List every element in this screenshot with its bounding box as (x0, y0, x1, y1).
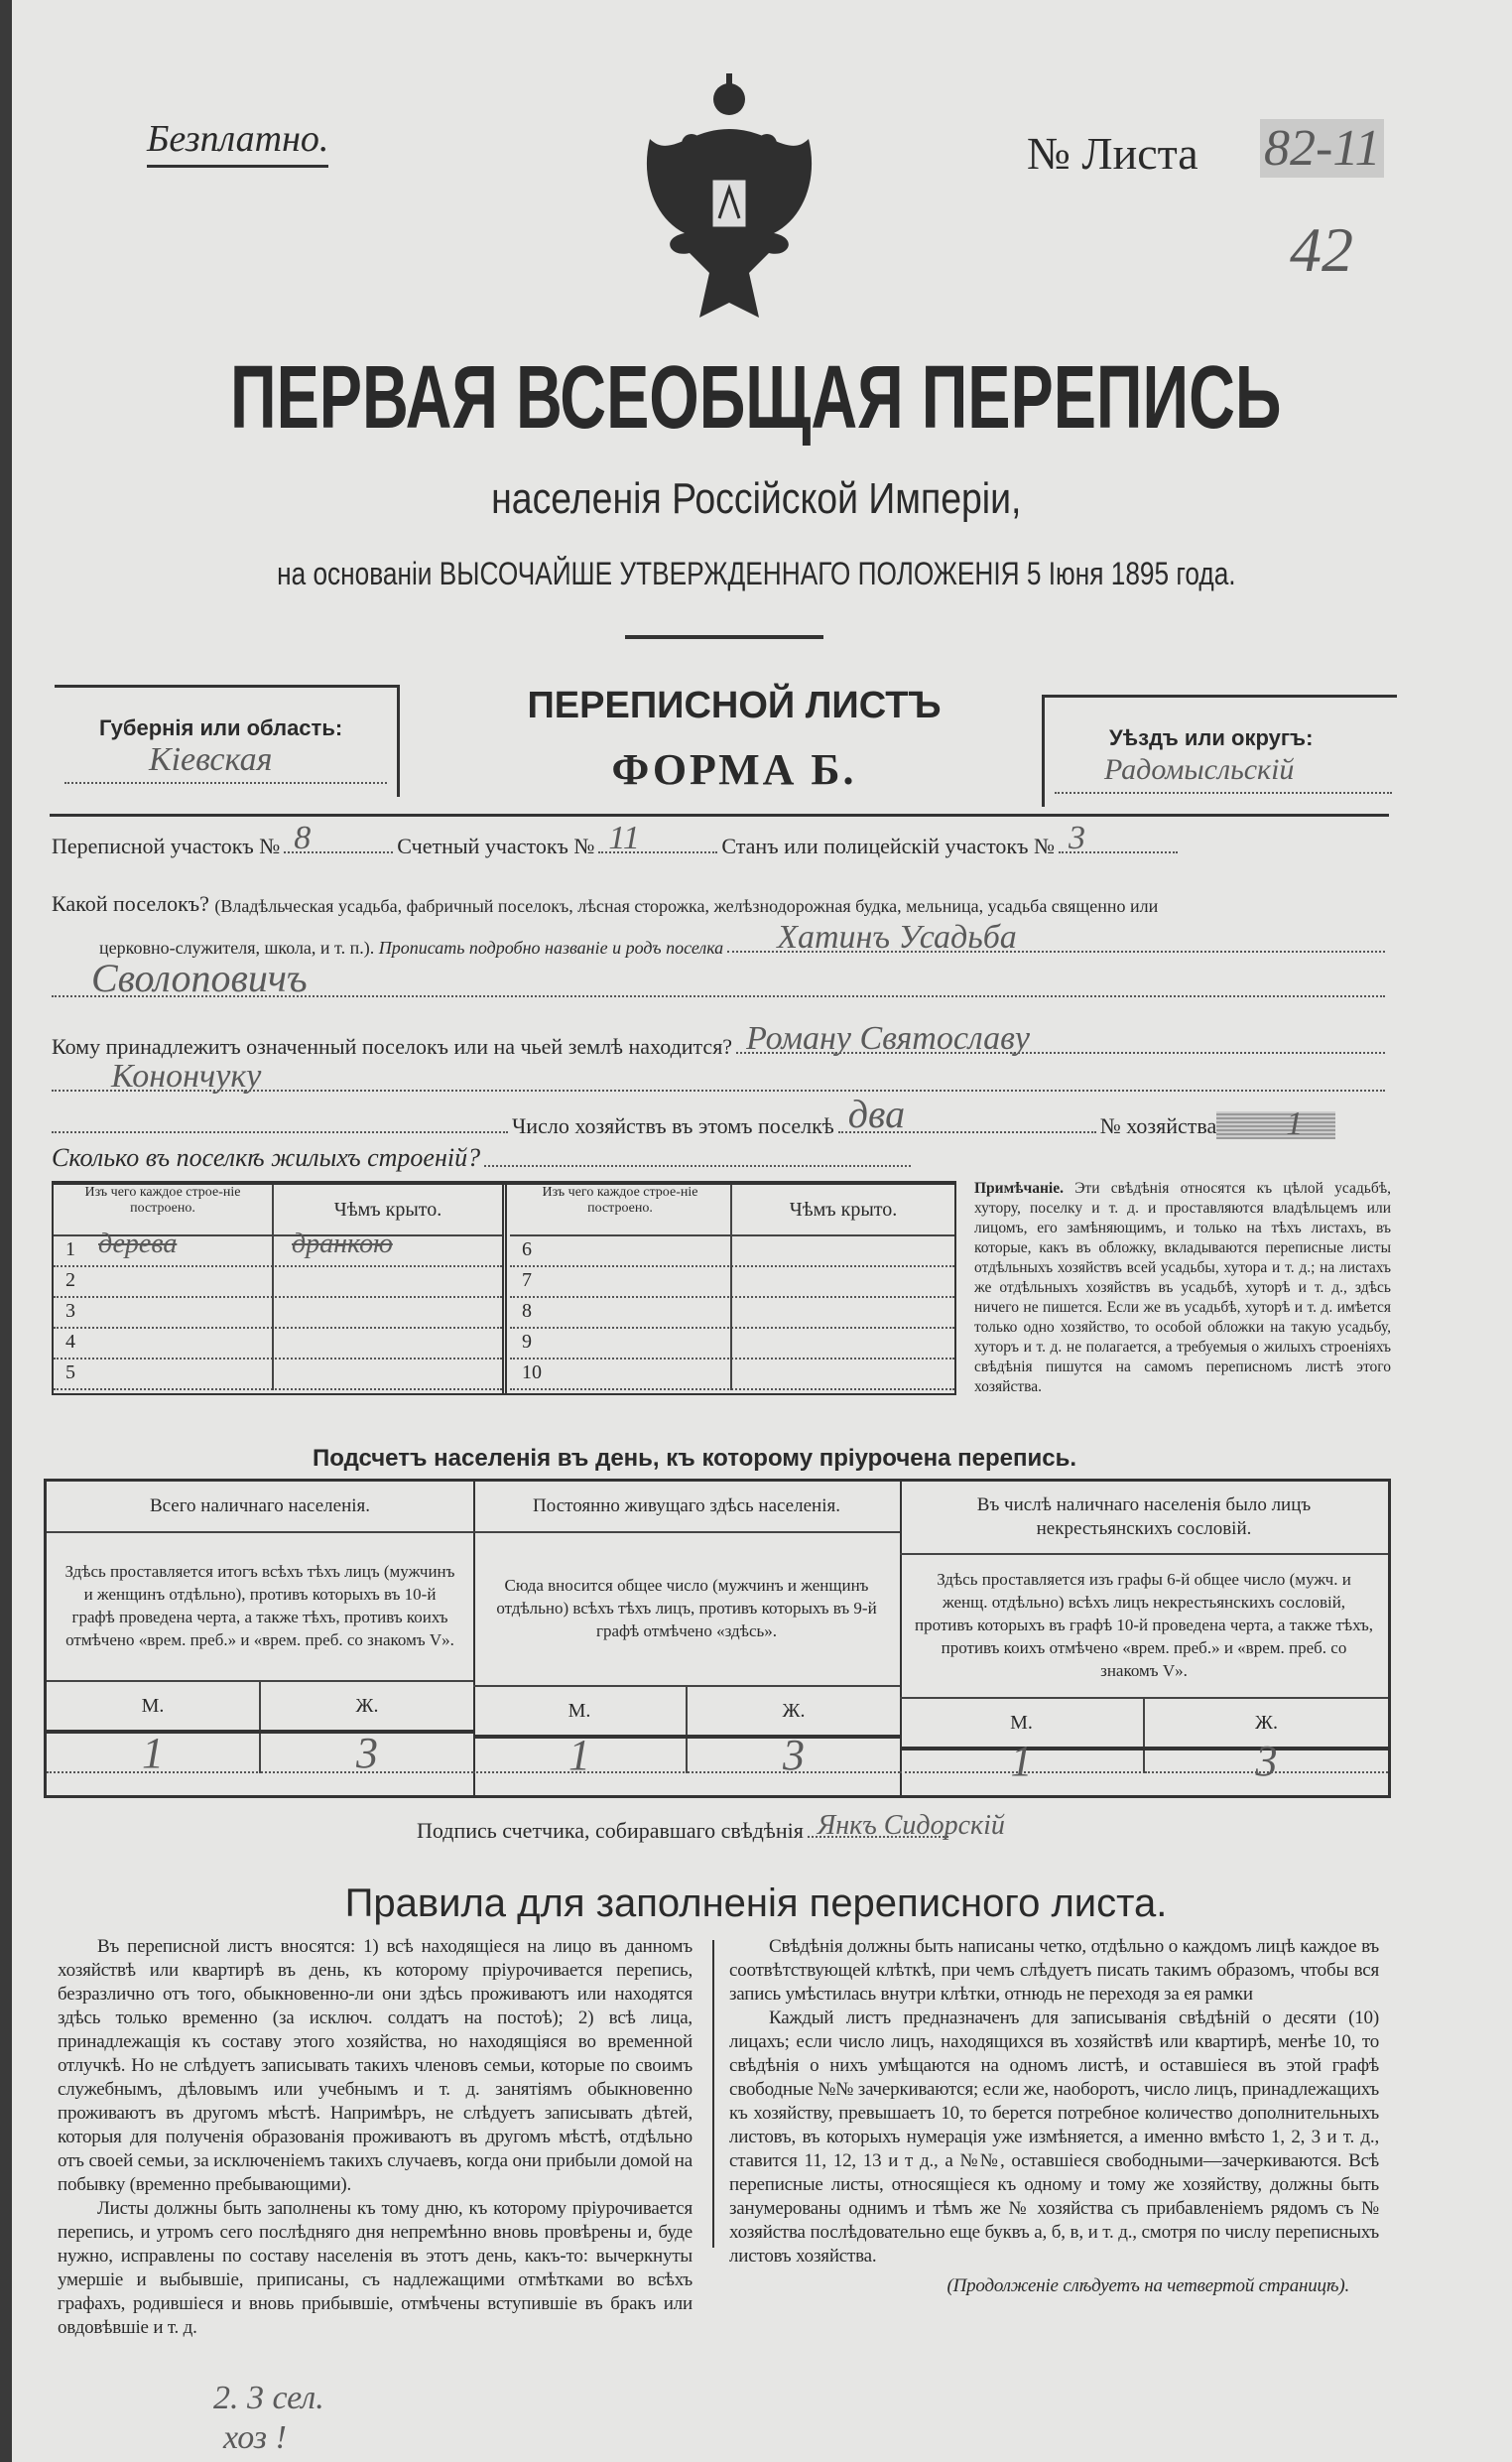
male-count[interactable]: 1 (47, 1734, 261, 1773)
female-header: Ж. (1255, 1711, 1278, 1734)
female-count[interactable]: 3 (261, 1734, 473, 1773)
owner-field-1[interactable] (736, 1020, 1385, 1057)
population-column-desc: Здѣсь проставляется изъ графы 6-й общее число (мужч. и женщ. отдѣльно) всѣхъ лицъ некрестьянскихъ сословій, противъ которыхъ въ графѣ 10-й проведена черта, а также тѣхъ, противъ коихъ отмѣчено «врем. преб.» и «врем. преб. со знакомъ V». (900, 1553, 1388, 1699)
building-roof[interactable]: дранкою (292, 1229, 393, 1259)
household-no-field[interactable] (1216, 1105, 1335, 1142)
building-row-number: 1 (65, 1238, 75, 1260)
building-row (54, 1267, 502, 1298)
owner-label: Кому принадлежитъ означенный поселокъ или на чьей землѣ находится? (52, 1034, 733, 1059)
settlement-row-3 (52, 956, 1389, 1003)
population-column-title: Въ числѣ наличнаго населенія было лицъ некрестьянскихъ сословій. (900, 1482, 1388, 1555)
settlement-row (52, 891, 1158, 917)
households-row (52, 1092, 1389, 1142)
households-label: Число хозяйствъ въ этомъ поселкѣ (512, 1113, 834, 1138)
census-district-value: 8 (294, 820, 312, 856)
building-col-divider (272, 1360, 274, 1390)
building-col-divider (730, 1267, 732, 1298)
gubernia-line (64, 782, 387, 784)
sheet-number-label: № Листа (1027, 128, 1198, 179)
population-column (900, 1482, 1388, 1795)
gubernia-box (55, 685, 400, 797)
sheet-number-alt: 42 (1290, 214, 1353, 285)
rules-title: Правила для заполненія переписного листа. (344, 1881, 1168, 1925)
uezd-value[interactable]: Радомысльскій (1104, 753, 1295, 786)
settlement-value-2: Сволоповичъ (91, 956, 308, 1000)
male-header: М. (473, 1687, 688, 1735)
building-row (510, 1236, 954, 1267)
margin-note-1: 2. 3 сел. (213, 2380, 324, 2416)
note (974, 1179, 1391, 1397)
uezd-line (1055, 792, 1392, 794)
male-count[interactable]: 1 (473, 1739, 688, 1773)
female-count[interactable]: 3 (688, 1739, 900, 1773)
census-title: ПЕРВАЯ ВСЕОБЩАЯ ПЕРЕПИСЬ (230, 348, 1282, 448)
building-col-divider (272, 1236, 274, 1267)
col-roof-header-2: Чѣмъ крыто. (732, 1185, 954, 1236)
households-value: два (847, 1092, 906, 1136)
imperial-eagle-emblem (630, 69, 828, 337)
building-row (510, 1267, 954, 1298)
margin-note-2: хоз ! (223, 2419, 287, 2456)
owner-row-2 (52, 1058, 1389, 1098)
rules-continued: (Продолженіе слѣдуетъ на четвертой страницѣ). (946, 2275, 1349, 2296)
female-header: Ж. (355, 1694, 379, 1717)
household-no-label: № хозяйства (1099, 1113, 1217, 1138)
title-rule (625, 635, 823, 639)
building-row (510, 1298, 954, 1329)
rules-right-p2: Каждый листъ предназначенъ для записыванія свѣдѣній о десяти (10) лицахъ; если число лицъ, находящихся въ хозяйствѣ или квартирѣ, менѣе 10, то свѣдѣнія о нихъ умѣщаются на одномъ листѣ, и оставшіеся въ этой графѣ свободные №№ зачеркиваются; если же, наоборотъ, число лицъ, принадлежащихъ къ хозяйству, превышаетъ 10, то берется потребное количество дополнительныхъ листовъ, въ которыхъ нумерація уже измѣняется, а именно вмѣсто 1, 2, 3 и т. д., ставится 11, 12, 13 и т д., а №№, оставшіеся свободными—зачеркиваются. Всѣ переписные листы, относящіеся къ одному и тому же хозяйству, должны быть занумерованы однимъ и тѣмъ же № хозяйства съ прибавленіемъ рядомъ съ № хозяйства послѣдовательно еще буквъ а, б, в, и т. д., смотря по числу переписныхъ листовъ хозяйства. (729, 2008, 1379, 2267)
stan-label: Станъ или полицейскій участокъ № (721, 834, 1055, 858)
owner-row (52, 1020, 1389, 1060)
building-col-divider (272, 1267, 274, 1298)
buildings-table-right (510, 1185, 954, 1393)
census-district-label: Переписной участокъ № (52, 834, 281, 858)
census-title-wrap (230, 347, 1282, 450)
census-subtitle-text: населенія Россійской Имперіи, (490, 474, 1022, 523)
buildings-field[interactable] (484, 1165, 911, 1167)
female-count[interactable]: 3 (1145, 1750, 1388, 1773)
col-roof-header: Чѣмъ крыто. (274, 1185, 502, 1236)
uezd-label: Уѣздъ или округъ: (1109, 725, 1314, 750)
stan-field[interactable] (1059, 820, 1178, 856)
building-row-number: 2 (65, 1269, 75, 1291)
building-row-number: 5 (65, 1361, 75, 1383)
count-district-value: 11 (608, 820, 640, 856)
building-col-divider (730, 1236, 732, 1267)
building-row-number: 9 (522, 1331, 532, 1353)
col-material-header-2: Изъ чего каждое строе-ніе построено. (510, 1185, 732, 1236)
owner-value-1: Роману Святославу (746, 1020, 1031, 1057)
settlement-hint: (Владѣльческая усадьба, фабричный поселокъ, лѣсная сторожка, желѣзнодорожная будка, мельница, усадьба священно или (214, 896, 1159, 916)
note-label: Примѣчаніе. (974, 1180, 1064, 1197)
buildings-row (52, 1143, 915, 1173)
owner-value-2: Конончуку (111, 1058, 262, 1095)
population-column (47, 1482, 475, 1795)
building-row (54, 1298, 502, 1329)
buildings-table (52, 1181, 956, 1395)
column-divider (712, 1940, 714, 2248)
building-material[interactable]: дерева (98, 1229, 178, 1259)
building-col-divider (730, 1329, 732, 1360)
stan-value: 3 (1068, 820, 1085, 856)
population-column-desc: Здѣсь проставляется итогъ всѣхъ тѣхъ лицъ (мужчинъ и женщинъ отдѣльно), противъ которыхъ въ 10-й графѣ проведена черта, а также тѣхъ, противъ коихъ отмѣчено «врем. преб.» и «врем. преб. со знакомъ V». (47, 1531, 473, 1682)
settlement-hint-2: церковно-служителя, школа, и т. п.). (99, 938, 375, 958)
sheet-number-value: 82-11 (1260, 119, 1384, 178)
rules-right-column (729, 1935, 1379, 2298)
rules-left-p2: Листы должны быть заполнены къ тому дню, къ которому пріурочивается перепись, и утромъ сего послѣдняго дня непремѣнно вновь провѣрены и, буде нужно, исправлены по составу населенія въ этотъ день, какъ-то: вычеркнуты умершіе и выбывшіе, приписаны, съ надлежащими отмѣтками во всѣхъ графахъ, родившіеся и вновь прибывшіе, отмѣчены вступившіе въ бракъ или овдовѣвшіе и т. д. (58, 2198, 693, 2338)
population-column-title: Постоянно живущаго здѣсь населенія. (473, 1482, 900, 1533)
male-header: М. (900, 1699, 1145, 1747)
rules-left-p1: Въ переписной листъ вносятся: 1) всѣ находящіеся на лицо въ данномъ хозяйствѣ или квартирѣ въ день, къ которому пріурочивается перепись, безразлично отъ того, обыкновенно-ли они здѣсь проживаютъ или находятся здѣсь только временно (за исключ. солдатъ на постоѣ); 2) всѣ лица, принадлежащія къ составу этого хозяйства, но находящіяся во временной отлучкѣ. Но не слѣдуетъ записывать такихъ членовъ семьи, которые по своимъ служебнымъ, дѣловымъ или учебнымъ и т. д. занятіямъ обыкновенно проживаютъ въ другомъ мѣстѣ. Напримѣръ, не слѣдуетъ записывать дѣтей, которыя для полученія образованія проживаютъ въ другомъ мѣстѣ, отдѣльно отъ своей семьи, за исключеніемъ такихъ случаевъ, когда они прибыли домой на побывку (временно пребывающими). (58, 1936, 693, 2195)
household-no-value: 1 (1286, 1105, 1304, 1142)
district-row (52, 820, 1242, 859)
building-row-number: 7 (522, 1269, 532, 1291)
buildings-label: Сколько въ поселкѣ жилыхъ строеній? (52, 1143, 481, 1172)
building-row-number: 3 (65, 1300, 75, 1322)
building-row-number: 8 (522, 1300, 532, 1322)
rules-left-column (58, 1935, 693, 2340)
signature-row (417, 1810, 1005, 1844)
gubernia-value[interactable]: Кіевская (149, 741, 273, 778)
building-row (54, 1360, 502, 1390)
census-subtitle (0, 474, 1512, 524)
settlement-field-1[interactable] (727, 919, 1385, 956)
population-column-desc: Сюда вносится общее число (мужчинъ и женщинъ отдѣльно) всѣхъ тѣхъ лицъ, противъ которыхъ въ 9-й графѣ отмѣчено «здѣсь». (473, 1531, 900, 1687)
count-district-label: Счетный участокъ № (397, 834, 595, 858)
building-row (54, 1329, 502, 1360)
note-text: Эти свѣдѣнія относятся къ цѣлой усадьбѣ, хутору, поселку и т. д. и проставляются владѣльцемъ или лицомъ, его замѣняющимъ, и только на тѣхъ листахъ, въ которые, какъ въ обложку, вкладываются переписные листы отдѣльныхъ хозяйствъ всей усадьбы, хутора и т. д.; на листахъ же отдѣльныхъ хозяйствъ въ усадьбѣ, хуторѣ и т. д., здѣсь ничего не пишется. Если же въ усадьбѣ, хуторѣ и т. д. имѣется только одно хозяйство, то особой обложки на такую усадьбу, хуторъ и т. д. не полагается, а требуемыя о жилыхъ строеніяхъ свѣдѣнія пишутся на самомъ переписномъ листѣ этого хозяйства. (974, 1180, 1391, 1395)
census-basis (0, 556, 1512, 592)
male-count[interactable]: 1 (900, 1750, 1145, 1773)
signature-field[interactable] (808, 1810, 1005, 1841)
rules-right-p1: Свѣдѣнія должны быть написаны четко, отдѣльно о каждомъ лицѣ каждое въ соотвѣтствующей клѣткѣ, при чемъ слѣдуетъ писать такимъ образомъ, чтобы вся запись умѣстилась внутри клѣтки, отнюдь не переходя за ея рамки (729, 1936, 1379, 2005)
settlement-value-1: Хатинъ Усадьба (777, 919, 1017, 956)
census-district-field[interactable] (284, 820, 393, 856)
settlement-label: Какой поселокъ? (52, 891, 209, 916)
building-row (510, 1360, 954, 1390)
head-rule (50, 814, 1389, 817)
signature-label: Подпись счетчика, собиравшаго свѣдѣнія (417, 1818, 804, 1843)
signature-value: Янкъ Сидорскій (817, 1810, 1005, 1841)
count-district-field[interactable] (598, 820, 717, 856)
population-heading: Подсчетъ населенія въ день, къ которому пріурочена перепись. (313, 1445, 1076, 1472)
households-leader (52, 1131, 508, 1133)
building-col-divider (272, 1329, 274, 1360)
settlement-instruction: Прописать подробно названіе и родъ поселка (378, 938, 724, 958)
census-basis-text: на основаніи ВЫСОЧАЙШЕ УТВЕРЖДЕННАГО ПОЛОЖЕНІЯ 5 Іюня 1895 года. (276, 556, 1236, 591)
building-row (510, 1329, 954, 1360)
building-row (54, 1229, 502, 1267)
male-header: М. (47, 1682, 261, 1730)
uezd-box (1042, 695, 1397, 807)
form-label: ФОРМА Б. (611, 745, 857, 794)
building-col-divider (272, 1298, 274, 1329)
building-row-number: 6 (522, 1238, 532, 1260)
buildings-table-left (54, 1185, 507, 1393)
households-field[interactable] (838, 1092, 1096, 1136)
gubernia-label: Губернія или область: (99, 715, 343, 740)
building-row-number: 4 (65, 1331, 75, 1353)
owner-field-2[interactable] (52, 1058, 1385, 1095)
scan-edge (0, 0, 12, 2462)
sheet-title: ПЕРЕПИСНОЙ ЛИСТЪ (527, 685, 942, 726)
col-material-header: Изъ чего каждое строе-ніе построено. (54, 1185, 274, 1236)
female-header: Ж. (782, 1699, 806, 1722)
population-column-title: Всего наличнаго населенія. (47, 1482, 473, 1533)
building-col-divider (730, 1360, 732, 1390)
population-column (473, 1482, 902, 1795)
building-col-divider (730, 1298, 732, 1329)
population-table (44, 1479, 1391, 1798)
free-label: Безплатно. (147, 117, 328, 168)
building-row-number: 10 (522, 1361, 542, 1383)
settlement-field-2[interactable] (52, 956, 1385, 1000)
